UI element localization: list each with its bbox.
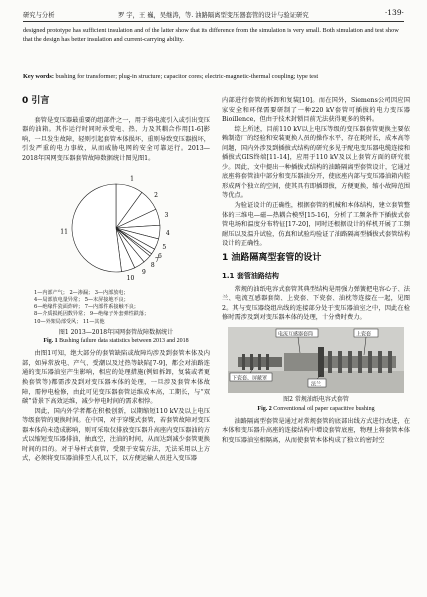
section-1-1-paragraph-1: 常规的油纸电容式套管其典型结构是用强力弹簧把电容心子、法兰、电流互感器套筒、上瓷套、下瓷套、油枕等连接在一起，见图2。其与变压器绕组出线的连接部分处于变压器油室之中，因此在检修时需涉及到对变压器本体的处理，十分费时费力。 — [222, 285, 410, 322]
legend-item: 6—绝缘件瓷面炸碎； — [34, 304, 84, 311]
section-1-1-paragraph-2: 油路隔离型套管是通过对常规套管的底部出线方式进行改进，在本体和变压器升高座的连接结构中增设套管底座，物理上将套管本体和变压器油室相隔离，从而使套管本体构成了独立的密封空 — [222, 417, 410, 444]
pie-slice-label: 8 — [150, 262, 155, 270]
pie-slice-label: 7 — [155, 257, 160, 265]
intro-paragraph-3: 因此，国内外学者都在积极创新，以期缩短110 kV及以上电压等级套管的更换时间。在中国，对于穿缆式套管，若套管故障对变压器本体尚未造成影响，则可采取仅排放变压器升高座内变压器油的方式以缩短变压器排油，抽真空，注油的时间，从而达到减少套管更换时间的目的。对于导杆式套管，受限于安装方法，无法采用以上方式，必须将变压器油排至人孔以下，以方便运输人员进入变压器 — [22, 407, 210, 463]
page-number: ·139· — [384, 8, 404, 17]
legend-item: 10—外架局部受风； — [34, 318, 82, 325]
figure-1-caption-text: Bushing failure data statistics between 2013 and 2018 — [59, 338, 189, 345]
running-title: 罗 宇，王 巍，吴继涛，等. 油路隔离型变压器套管的设计与验证研究 — [118, 12, 309, 19]
bushing-photo — [228, 327, 404, 393]
figure-2-caption-text: Conventional oil paper capacitive bushing — [273, 405, 375, 412]
right-paragraph-3: 为验证设计的正确性，根据套管的机械和本体结构，建立套管整体的三维电—磁—热耦合模型[15-16]，分析了工频条件下插拔式套管电场和温度分布特征[17-20]，同时还根据设计的样机开展了工频耐压以及温升试验，仿真和试验均验证了油路隔离型插拔式套管结构设计的正确性。 — [222, 202, 410, 248]
left-column — [22, 96, 210, 464]
legend-item: 9—绝缘子外套弹性跌落； — [89, 311, 150, 318]
figure-1-caption-en — [22, 337, 210, 345]
label-lower-porcelain: 下瓷套、屏蔽罩 — [232, 375, 268, 382]
pie-slice-label: 5 — [162, 244, 167, 252]
keywords-text: bushing for transformer; plug-in structure; capacitor cores; electric-magnetic-thermal coupling; type test — [55, 73, 319, 80]
pie-slice-label: 11 — [60, 228, 68, 236]
pie-slice-label: 3 — [164, 212, 169, 220]
pie-slice-label: 9 — [141, 269, 146, 277]
label-upper-porcelain: 上瓷套 — [356, 331, 372, 338]
pie-slice-11 — [72, 184, 122, 272]
label-flange: 法兰 — [311, 381, 322, 388]
legend-item: 11—其他 — [82, 318, 105, 325]
legend-item: 1—内部产气； — [34, 289, 68, 296]
pie-slice-label: 2 — [154, 192, 158, 200]
figure-1-caption-cn: 图1 2013—2018年国网套管故障数据统计 — [58, 328, 174, 336]
figure-2-caption-en — [222, 405, 410, 413]
section-title-1: 1 油路隔离型套管的设计 — [222, 252, 322, 263]
legend-item: 8—介质损耗因数异常； — [34, 311, 89, 318]
header-rule — [23, 21, 404, 22]
journal-section: 研究与分析 — [23, 12, 55, 19]
legend-item: 4—局部放电量异常； — [34, 297, 84, 304]
abstract-english — [23, 26, 404, 44]
right-column — [222, 96, 410, 445]
subsection-title-1-1: 1.1 套管油路结构 — [222, 272, 279, 281]
abstract-text: designed prototype has sufficient insulation and of the latter show that its difference from the simulation is very small. Both simulation and test show that the design has better insulation and current-carrying ability. — [23, 27, 399, 44]
running-header — [23, 8, 404, 20]
figure-2-label: Fig. 2 — [257, 405, 272, 412]
right-paragraph-2: 综上所述，目前110 kV以上电压等级的变压器套管更换主要依赖制造厂的经验和安装更换人员的操作水平，存在耗时长，成本高等问题，国内外涉及到插拔式结构的研究多见于配电变压器电缆连接和插拔式GIS终端[11-14]，应用于110 kV及以上套管方面的研究很少。因此，文中提出一种插拔式结构的油路隔离型套管设计，它通过底座将套管油中部分和变压器油分开，使底座内部与变压器油箱内腔形成两个独立的空间，使其具有即插即拔，方便更换，缩小故障范围等优点。 — [222, 125, 410, 200]
pie-slice-label: 4 — [165, 230, 170, 238]
pie-slice-label: 6 — [157, 253, 162, 261]
pie-slice-label: 1 — [130, 175, 134, 183]
pie-legend — [34, 290, 204, 326]
figure-2-caption-cn: 图2 常规油纸电容式套管 — [283, 396, 349, 404]
section-title-intro: 0 引言 — [22, 96, 50, 106]
intro-paragraph-1: 套管是变压器最重要的组部件之一，用于将电流引入或引出变压器的油箱。其作运行时同时承受电、热、力及其耦合作用[1-6]影响，一旦发生故障，轻则引起套管本体损坏，重则导致变压器损坏，引发严重的电力事故，从而威胁电网的安全可靠运行。2013—2018年国网变压器套管故障数据统计图见图1。 — [22, 116, 210, 162]
label-ct-sleeve: 电流互感器套筒 — [278, 331, 314, 338]
keywords-label: Key words: — [23, 73, 54, 80]
legend-item: 2—渗漏； — [69, 289, 94, 296]
bushing-drawing — [228, 327, 404, 393]
pie-slice-label: 10 — [126, 275, 135, 283]
intro-paragraph-2: 由图1可知，绝大部分的套管缺陷或故障均涉及到套管本体及内部，如异常放电、产气、受潮以及过热等缺陷[7-9]，都会对油路连通的变压器油室产生影响，相应的处理措施(例如拆卸，复装或者更换套管等)都需涉及到对变压器本体的处理，一旦涉及套管本体故障，需停电检修，由此可见变压器套管运维成本高，工期长，与“双碳”背景下高效运维，减少停电时间的需求相悖。 — [22, 350, 210, 406]
figure-2 — [222, 327, 410, 413]
figure-1 — [22, 166, 210, 345]
figure-1-label: Fig. 1 — [43, 338, 58, 345]
legend-item: 3—内部放电； — [94, 289, 129, 296]
keywords — [23, 72, 404, 81]
pie-chart — [22, 166, 210, 286]
legend-item: 5—末屏接地不良； — [84, 297, 129, 304]
legend-item: 7—内部件系接触不良； — [84, 304, 139, 311]
right-paragraph-1: 内部进行套管的拆卸和复装[10]。而在国外，Siemens公司因应国家安全和环保需要研制了一种220 kV套管可插拔的电力变压器Bioillence，但由于技术封锁目前无法获得更多的资料。 — [222, 97, 410, 124]
